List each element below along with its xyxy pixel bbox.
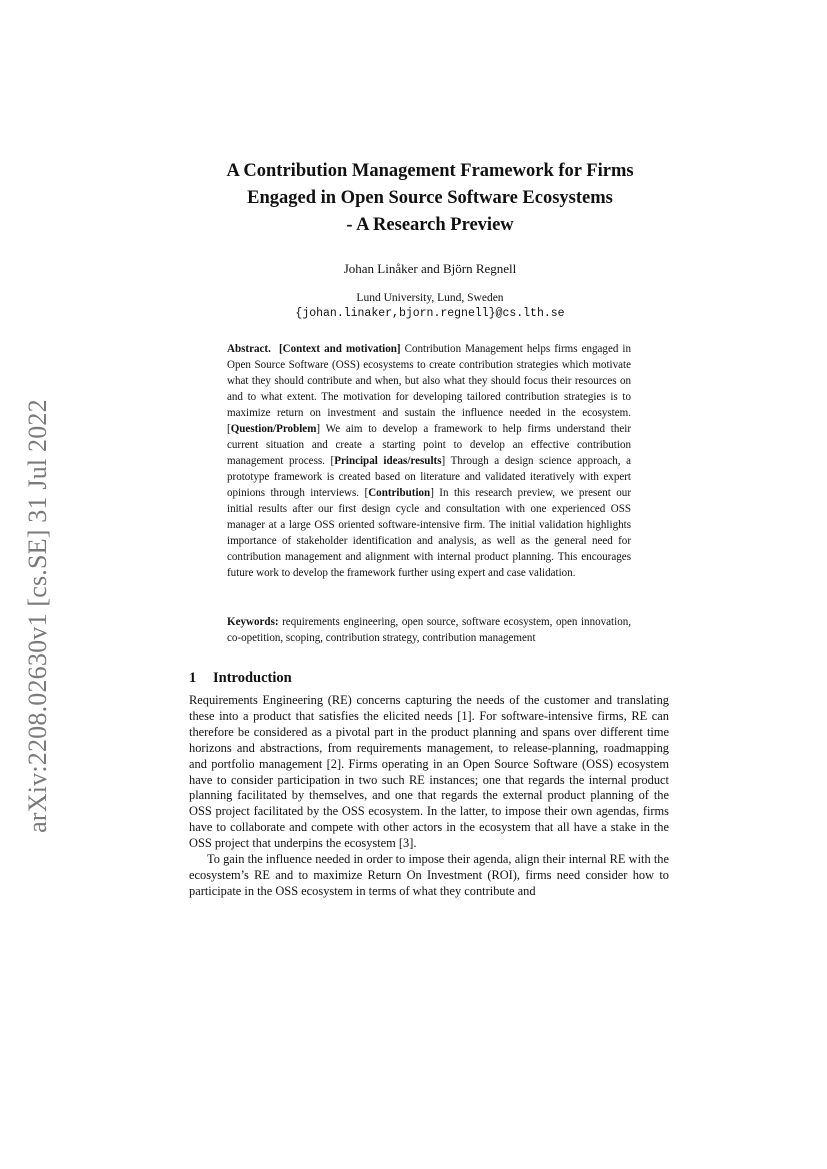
abstract-contribution-prefix: [ — [364, 487, 369, 499]
keywords-text: requirements engineering, open source, software ecosystem, open innovation, co-opetition, scoping, contribution strategy, contribution management — [227, 616, 631, 644]
section-body — [189, 693, 669, 900]
section-number: 1 — [189, 670, 197, 686]
arxiv-identifier[interactable]: arXiv:2208.02630v1 [cs.SE] 31 Jul 2022 — [23, 399, 52, 833]
abstract-label: Abstract. — [227, 343, 271, 355]
title-line-1: A Contribution Management Framework for Firms — [226, 161, 634, 181]
abstract-principal-suffix: ] — [441, 455, 446, 467]
title-line-3: - A Research Preview — [346, 215, 514, 235]
body-paragraph: Requirements Engineering (RE) concerns capturing the needs of the customer and translating these into a product that satisfies the elicited needs [1]. For software-intensive firms, RE can therefore be considered as a pivotal part in the product planning and spans over different time horizons and abstractions, from requirements management, to release-planning, roadmapping and portfolio management [2]. Firms operating in an Open Source Software (OSS) ecosystem have to consider participation in two such RE instances; one that regards the internal product planning facilitated by themselves, and one that regards the external product planning of the OSS project facilitated by the OSS ecosystem. In the latter, to impose their own agendas, firms have to collaborate and compete with other actors in the ecosystem that all have a stake in the OSS project that underpins the ecosystem [3]. — [189, 693, 669, 851]
abstract-principal-prefix: [ — [330, 455, 335, 467]
abstract — [227, 341, 631, 581]
abstract-contribution-text: In this research preview, we present our initial results after our first design cycle and consultation with one experienced OSS manager at a large OSS oriented software-intensive firm. The initial validation highlights importance of stakeholder identification and analysis, as well as the general need for contribution management and alignment with internal product planning. This encourages future work to develop the framework further using expert and case validation. — [227, 487, 631, 579]
abstract-context-label: [Context and motivation] — [278, 343, 401, 355]
section-heading — [189, 670, 292, 687]
institution: Lund University, Lund, Sweden — [356, 292, 504, 304]
abstract-principal-text: Through a design science approach, a prototype framework is created based on literature and validated iteratively with expert opinions through interviews. — [227, 455, 631, 499]
author-emails[interactable]: {johan.linaker,bjorn.regnell}@cs.lth.se — [295, 307, 565, 320]
body-paragraph: To gain the influence needed in order to impose their agenda, align their internal RE with the ecosystem’s RE and to maximize Return On Investment (ROI), firms need consider how to participate in the OSS ecosystem in terms of what they contribute and — [189, 852, 669, 898]
abstract-contribution-label: Contribution — [368, 487, 431, 499]
abstract-question-suffix: ] — [316, 423, 321, 435]
keywords-label: Keywords: — [227, 616, 279, 628]
abstract-contribution-suffix: ] — [430, 487, 434, 499]
section-title: Introduction — [213, 670, 292, 686]
paper-title — [190, 158, 670, 239]
abstract-question-prefix: [ — [227, 423, 231, 435]
abstract-context-text: Contribution Management helps firms engaged in Open Source Software (OSS) ecosystems to create contribution strategies which motivate what they should contribute and when, but also what they should focus their resources on and to what extent. The motivation for developing tailored contribution strategies is to maximize return on investment and sustain the influence needed in the ecosystem. — [227, 343, 632, 419]
author-list: Johan Linåker and Björn Regnell — [343, 261, 517, 276]
affiliation — [190, 290, 670, 322]
abstract-question-label: Question/Problem — [230, 423, 317, 435]
abstract-principal-label: Principal ideas/results — [334, 455, 442, 467]
keywords — [227, 614, 631, 646]
title-line-2: Engaged in Open Source Software Ecosystems — [247, 188, 613, 208]
abstract-question-text: We aim to develop a framework to help firms understand their current situation and create a starting point to develop an effective contribution management process. — [227, 423, 631, 467]
